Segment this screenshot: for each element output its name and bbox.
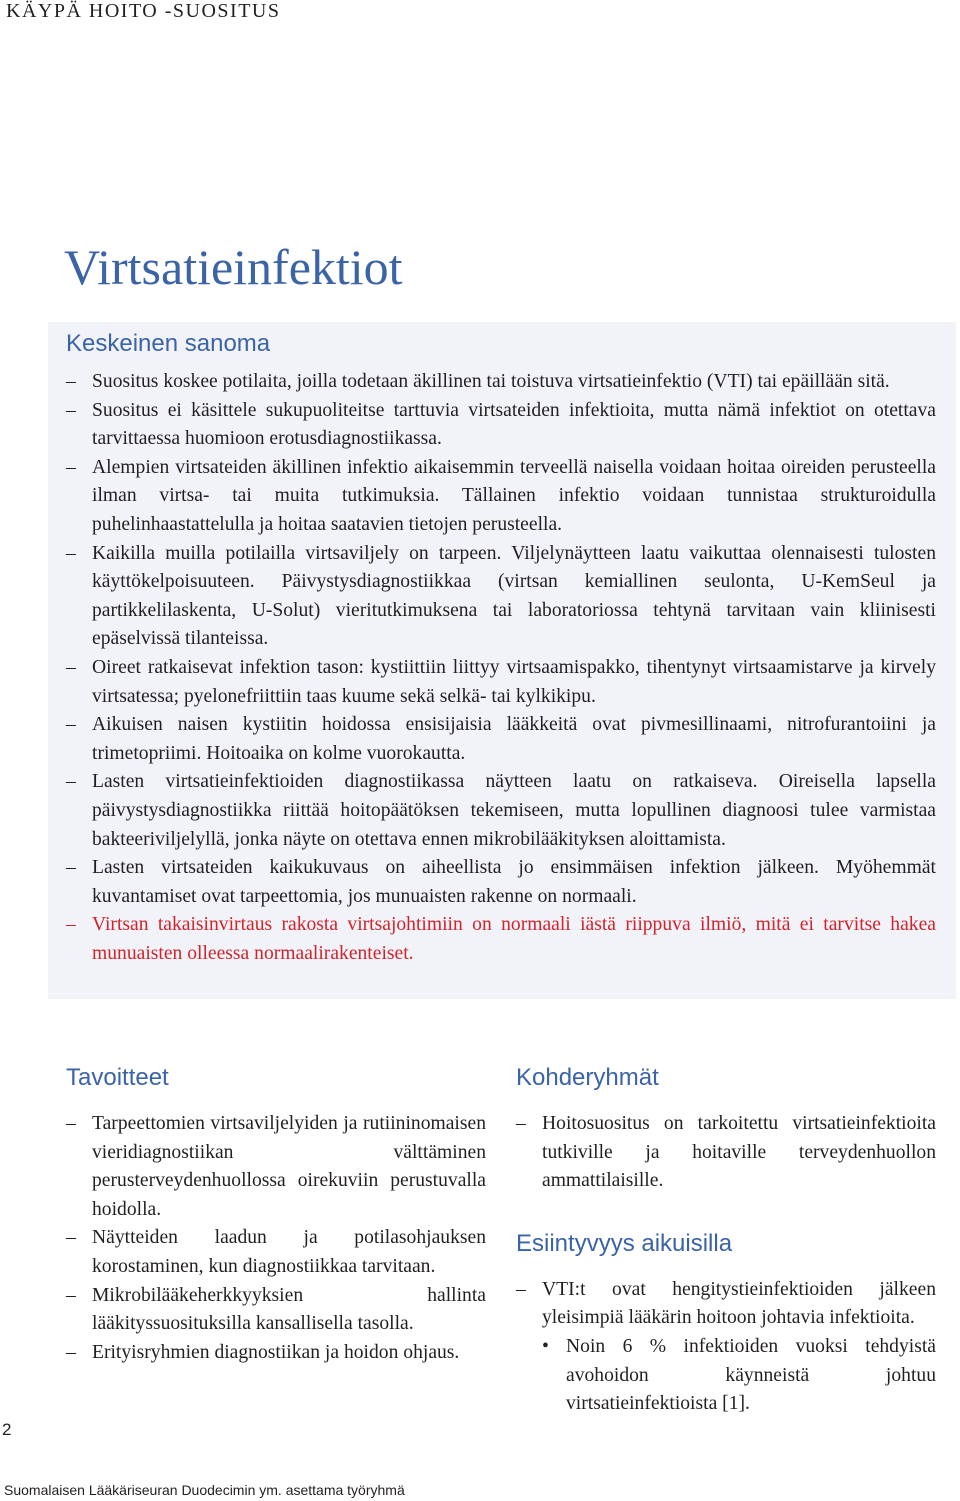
list-item: – Kaikilla muilla potilailla virtsaviljely on tarpeen. Viljelynäytteen laatu vaikuttaa olennaisesti tulosten käyttökelpoisuuteen. Päivystysdiagnostiikkaa (virtsan kemiallinen seulonta, U-KemSeul ja partikkelilaskenta, U-Solut) vieritutkimuksena tai laboratoriossa tehtynä tarvitaan vain kliinisesti epäselvissä tilanteissa. bbox=[66, 540, 936, 654]
footer-credit: Suomalaisen Lääkäriseuran Duodecimin ym. asettama työryhmä bbox=[4, 1482, 405, 1498]
list-item: – Lasten virtsateiden kaikukuvaus on aiheellista jo ensimmäisen infektion jälkeen. Myöhemmät kuvantamiset ovat tarpeettomia, jos munuaisten rakenne on normaali. bbox=[66, 854, 936, 911]
right-column bbox=[516, 1064, 936, 1419]
list-item: – Suositus ei käsittele sukupuoliteitse tarttuvia virtsateiden infektioita, mutta nämä infektiot on otettava tarvittaessa huomioon erotusdiagnostiikassa. bbox=[66, 397, 936, 454]
list-item: – Aikuisen naisen kystiitin hoidossa ensisijaisia lääkkeitä ovat pivmesillinaami, nitrofurantoiini ja trimetopriimi. Hoitoaika on kolme vuorokautta. bbox=[66, 711, 936, 768]
page-title: Virtsatieinfektiot bbox=[64, 239, 403, 295]
list-item: – Mikrobilääkeherkkyyksien hallinta lääkityssuosituksilla kansallisella tasolla. bbox=[66, 1282, 486, 1339]
list-item-highlighted: – Virtsan takaisinvirtaus rakosta virtsajohtimiin on normaali iästä riippuva ilmiö, mitä ei tarvitse hakea munuaisten olleessa normaalirakenteiset. bbox=[66, 911, 936, 968]
list-item: – Alempien virtsateiden äkillinen infektio aikaisemmin terveellä naisella voidaan hoitaa oireiden perusteella ilman virtsa- tai muita tutkimuksia. Tällainen infektio voidaan tunnistaa strukturoidulla puhelinhaastattelulla ja hoitaa saatavien tietojen perusteella. bbox=[66, 454, 936, 540]
goals-section bbox=[66, 1064, 486, 1367]
goals-heading: Tavoitteet bbox=[66, 1064, 169, 1091]
goals-list bbox=[66, 1110, 486, 1367]
list-item: – VTI:t ovat hengitystieinfektioiden jälkeen yleisimpiä lääkärin hoitoon johtavia infektioita. bbox=[516, 1276, 936, 1333]
sub-list-item: • Noin 6 % infektioiden vuoksi tehdyistä avohoidon käynneistä johtuu virtsatieinfektioista [1]. bbox=[540, 1333, 936, 1419]
list-item: – Lasten virtsatieinfektioiden diagnostiikassa näytteen laatu on ratkaiseva. Oireisella lapsella päivystysdiagnostiikka riittää hoitopäätöksen tekemiseen, mutta lopullinen diagnoosi tulee varmistaa bakteeriviljelyllä, jonka näyte on otettava ennen mikrobilääkityksen aloittamista. bbox=[66, 768, 936, 854]
target-groups-heading: Kohderyhmät bbox=[516, 1064, 659, 1091]
list-item: – Hoitosuositus on tarkoitettu virtsatieinfektioita tutkiville ja hoitaville terveydenhuollon ammattilaisille. bbox=[516, 1110, 936, 1196]
target-groups-list bbox=[516, 1110, 936, 1196]
page-number: 2 bbox=[2, 1420, 12, 1439]
key-message-list bbox=[66, 368, 936, 968]
prevalence-list bbox=[516, 1276, 936, 1333]
key-message-box bbox=[48, 322, 956, 999]
list-item: – Erityisryhmien diagnostiikan ja hoidon ohjaus. bbox=[66, 1339, 486, 1368]
list-item: – Oireet ratkaisevat infektion tason: kystiittiin liittyy virtsaamispakko, tihentynyt virtsaamistarve ja kirvely virtsatessa; pyelonefriittiin taas kuume sekä selkä- tai kylkikipu. bbox=[66, 654, 936, 711]
key-message-heading: Keskeinen sanoma bbox=[66, 330, 271, 357]
running-header: KÄYPÄ HOITO -SUOSITUS bbox=[6, 0, 281, 22]
list-item: – Näytteiden laadun ja potilasohjauksen korostaminen, kun diagnostiikkaa tarvitaan. bbox=[66, 1224, 486, 1281]
list-item: – Suositus koskee potilaita, joilla todetaan äkillinen tai toistuva virtsatieinfektio (VTI) tai epäillään sitä. bbox=[66, 368, 936, 397]
list-item: – Tarpeettomien virtsaviljelyiden ja rutiininomaisen vieridiagnostiikan välttäminen perusterveydenhuollossa oirekuviin perustuvalla hoidolla. bbox=[66, 1110, 486, 1224]
prevalence-sublist bbox=[516, 1333, 936, 1419]
prevalence-heading: Esiintyvyys aikuisilla bbox=[516, 1229, 733, 1257]
